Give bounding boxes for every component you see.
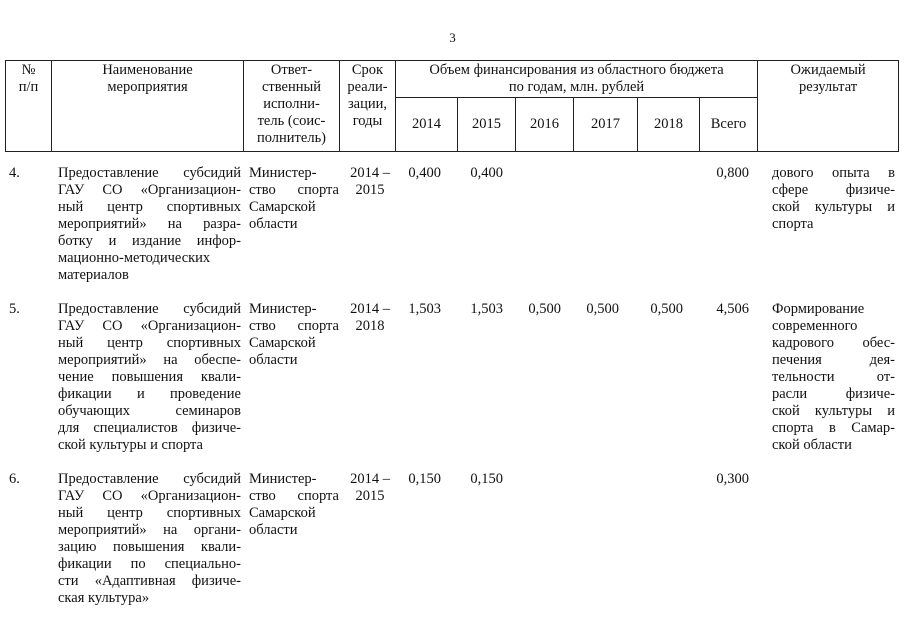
row-value-2014: 0,150 <box>408 471 441 487</box>
row-value-2015: 0,150 <box>470 471 503 487</box>
header-total: Всего <box>700 98 758 152</box>
row-value-2015: 1,503 <box>470 301 503 317</box>
row-result: дового опыта в сфере физиче- ской культуры и спорта <box>772 165 895 232</box>
header-name: Наименование мероприятия <box>52 61 244 152</box>
table-row <box>5 301 898 471</box>
header-year-2014: 2014 <box>396 98 458 152</box>
header-result: Ожидаемый результат <box>758 61 899 152</box>
row-term: 2014 – 2018 <box>350 301 390 334</box>
row-executor: Министер- ство спорта Самарской области <box>249 301 339 368</box>
header-year-2017: 2017 <box>574 98 638 152</box>
header-year-2016: 2016 <box>516 98 574 152</box>
row-value-2018: 0,500 <box>650 301 683 317</box>
row-name: Предоставление субсидий ГАУ СО «Организацион- ный центр спортивных мероприятий» на разра- ботку и издание инфор- мационно-методических материалов <box>58 165 241 283</box>
header-executor: Ответ- ственный исполни- тель (соис- полнитель) <box>244 61 340 152</box>
table-row <box>5 471 898 621</box>
row-name: Предоставление субсидий ГАУ СО «Организацион- ный центр спортивных мероприятий» на обеспе- чение повышения квали- фикации и проведение обучающих семинаров для специалистов физиче- ской культуры и спорта <box>58 301 241 453</box>
row-value-2017: 0,500 <box>586 301 619 317</box>
table-body <box>5 165 898 621</box>
row-number: 5. <box>9 301 20 317</box>
row-executor: Министер- ство спорта Самарской области <box>249 471 339 538</box>
row-term: 2014 – 2015 <box>350 165 390 198</box>
row-number: 6. <box>9 471 20 487</box>
row-total: 4,506 <box>716 301 749 317</box>
row-total: 0,300 <box>716 471 749 487</box>
table-row <box>5 165 898 301</box>
row-name: Предоставление субсидий ГАУ СО «Организацион- ный центр спортивных мероприятий» на органи- зацию повышения квали- фикации по специально- сти «Адаптивная физиче- ская культура» <box>58 471 241 606</box>
header-year-2015: 2015 <box>458 98 516 152</box>
row-total: 0,800 <box>716 165 749 181</box>
row-value-2014: 1,503 <box>408 301 441 317</box>
header-year-2018: 2018 <box>638 98 700 152</box>
row-value-2015: 0,400 <box>470 165 503 181</box>
header-num: № п/п <box>6 61 52 152</box>
row-result: Формирование современного кадрового обес- печения дея- тельности от- расли физиче- ской культуры и спорта в Самар- ской области <box>772 301 895 453</box>
header-term: Срок реали- зации, годы <box>340 61 396 152</box>
header-funding: Объем финансирования из областного бюджета по годам, млн. рублей <box>396 61 758 98</box>
row-executor: Министер- ство спорта Самарской области <box>249 165 339 232</box>
row-value-2014: 0,400 <box>408 165 441 181</box>
row-term: 2014 – 2015 <box>350 471 390 504</box>
page-number: 3 <box>449 30 456 45</box>
row-number: 4. <box>9 165 20 181</box>
table-header <box>5 60 899 152</box>
row-value-2016: 0,500 <box>528 301 561 317</box>
